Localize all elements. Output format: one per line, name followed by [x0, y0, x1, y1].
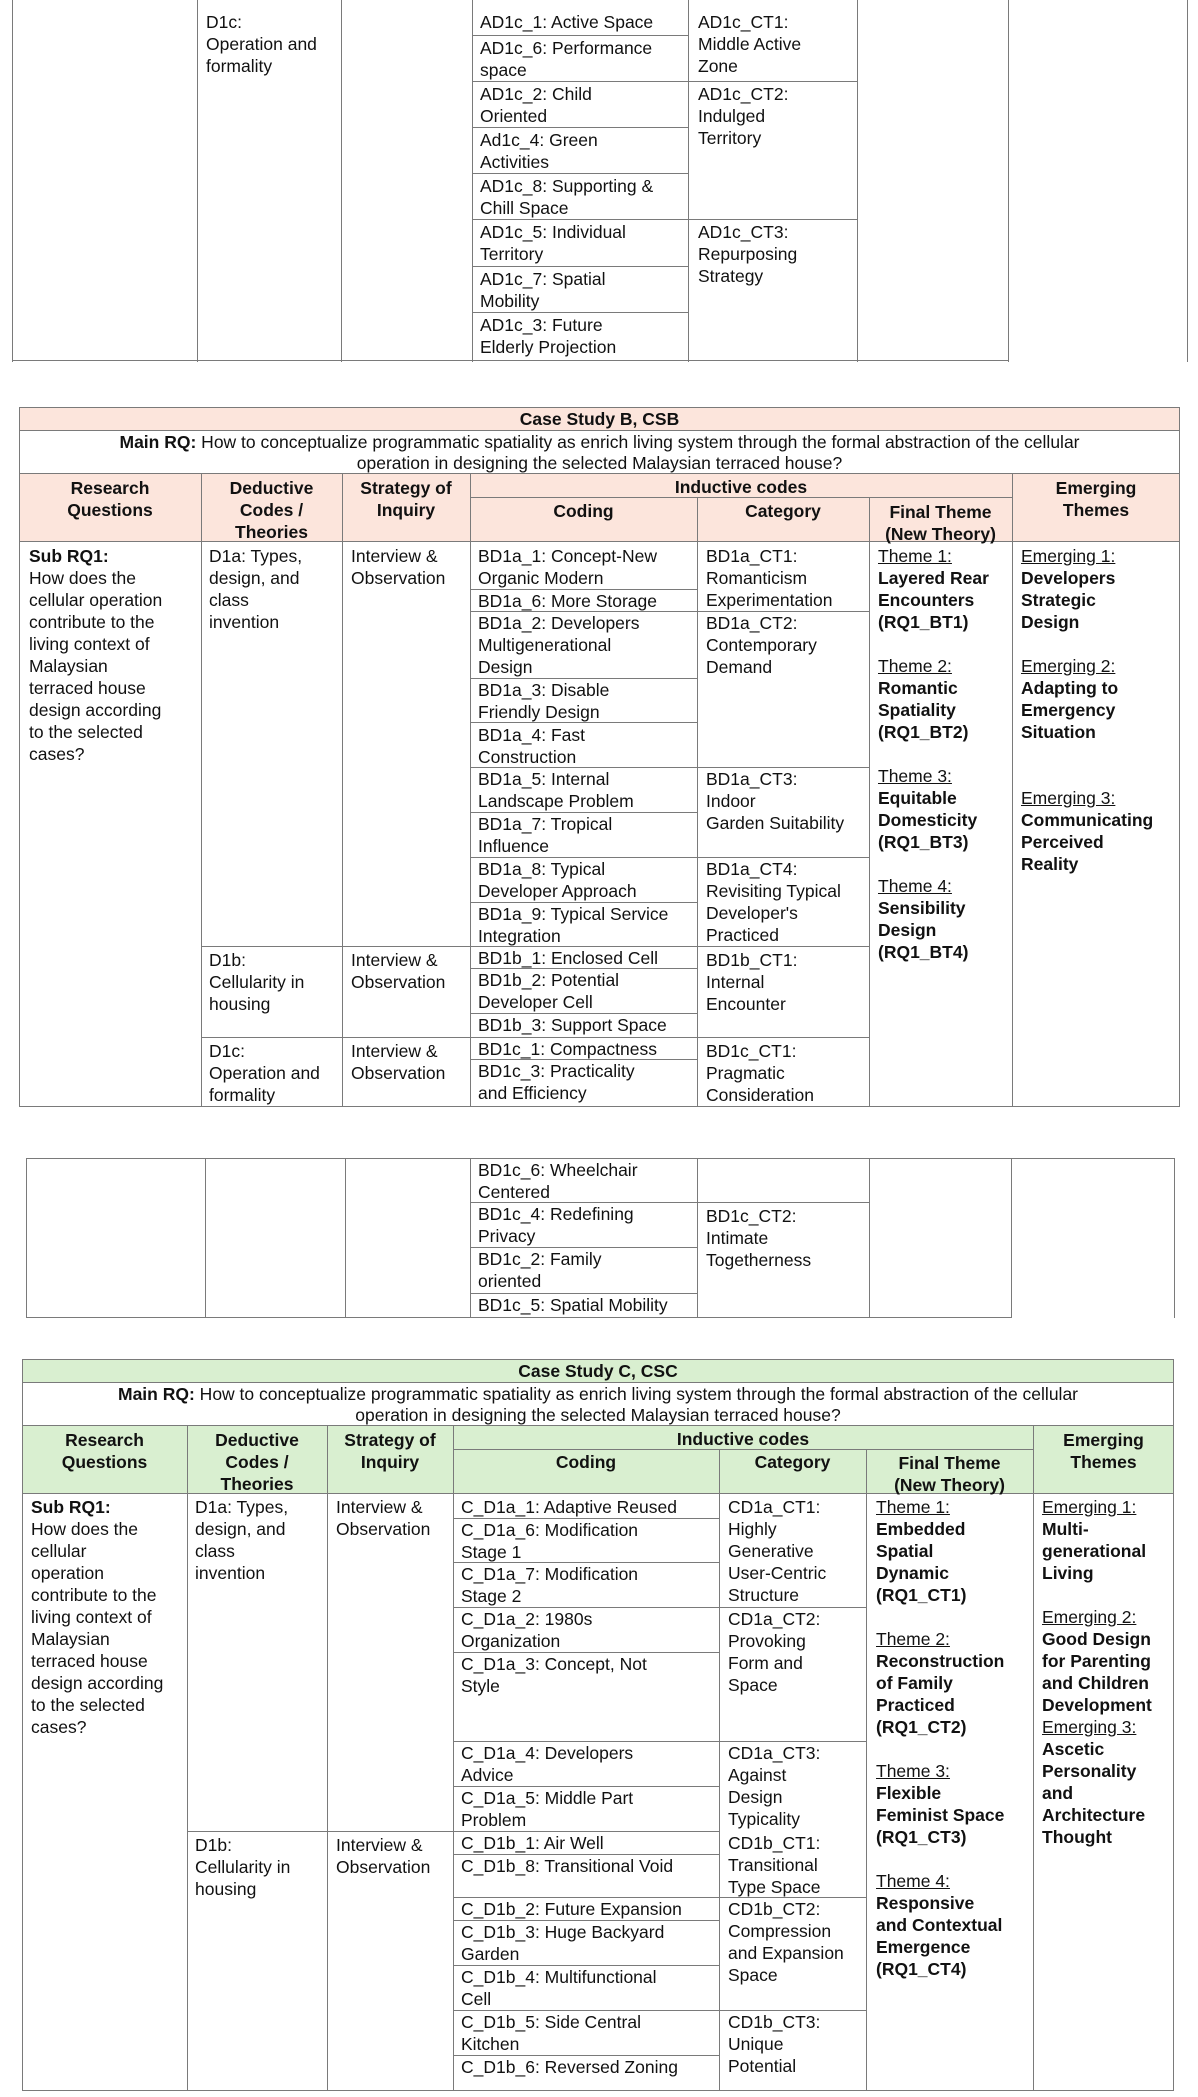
header-coding: Coding	[553, 501, 614, 521]
theme-3-text: Equitable Domesticity (RQ1_BT3)	[878, 788, 978, 852]
header-inductive-codes: Inductive codes	[676, 1429, 810, 1449]
coding-cell: C_D1b_2: Future Expansion	[461, 1899, 682, 1919]
sub-rq: Sub RQ1:	[31, 1497, 111, 1517]
coding-cell: C_D1a_1: Adaptive Reused	[461, 1497, 677, 1517]
coding-cell: AD1c_1: Active Space	[480, 12, 654, 32]
coding-cell: AD1c_7: Spatial Mobility	[480, 269, 606, 311]
category-cell: CD1b_CT2: Compression and Expansion Space	[728, 1899, 844, 1985]
coding-cell: C_D1a_5: Middle Part Problem	[461, 1788, 634, 1830]
header-deductive-codes: Deductive Codes / Theories	[229, 478, 314, 542]
coding-cell: BD1b_1: Enclosed Cell	[478, 948, 658, 968]
header-emerging-themes: Emerging Themes	[1063, 1430, 1144, 1472]
coding-cell: C_D1a_2: 1980s Organization	[461, 1609, 593, 1651]
header-category: Category	[754, 1452, 831, 1472]
coding-cell: C_D1a_6: Modification Stage 1	[461, 1520, 639, 1562]
coding-cell: BD1a_4: Fast Construction	[478, 725, 585, 767]
main-rq-line2: operation in designing the selected Malaysian terraced house?	[356, 453, 843, 473]
emerging-2: Emerging 2:	[1021, 656, 1116, 676]
coding-cell: C_D1b_5: Side Central Kitchen	[461, 2012, 641, 2054]
header-deductive-codes: Deductive Codes / Theories	[215, 1430, 299, 1494]
coding-cell: BD1a_2: Developers Multigenerational Design	[478, 613, 640, 677]
theme-1: Theme 1:	[876, 1497, 950, 1517]
category-cell: CD1b_CT3: Unique Potential	[728, 2012, 821, 2076]
coding-cell: BD1c_4: Redefining Privacy	[478, 1204, 634, 1246]
category-cell: BD1a_CT3: Indoor Garden Suitability	[706, 769, 845, 833]
header-research-questions: Research Questions	[61, 1430, 148, 1472]
emerging-2-text: Good Design for Parenting and Children Development	[1042, 1629, 1152, 1715]
emerging-3: Emerging 3:	[1042, 1717, 1137, 1737]
theme-4-text: Sensibility Design (RQ1_BT4)	[878, 898, 969, 962]
sub-rq: Sub RQ1:	[29, 546, 109, 566]
header-strategy: Strategy of Inquiry	[360, 478, 452, 520]
category-cell: AD1c_CT2: Indulged Territory	[698, 84, 789, 148]
deductive-code: D1a: Types, design, and class invention	[209, 546, 303, 632]
coding-cell: BD1a_7: Tropical Influence	[478, 814, 613, 856]
category-cell: BD1b_CT1: Internal Encounter	[706, 950, 798, 1014]
emerging-3-text: Ascetic Personality and Architecture Thought	[1042, 1739, 1146, 1847]
coding-cell: C_D1a_7: Modification Stage 2	[461, 1564, 639, 1606]
category-cell: BD1a_CT4: Revisiting Typical Developer's Practiced	[706, 859, 841, 945]
category-cell: CD1a_CT3: Against Design Typicality	[728, 1743, 821, 1829]
theme-1-text: Embedded Spatial Dynamic (RQ1_CT1)	[876, 1519, 967, 1605]
header-final-theme: Final Theme (New Theory)	[894, 1453, 1005, 1495]
coding-cell: BD1c_2: Family oriented	[478, 1249, 602, 1291]
coding-cell: BD1a_9: Typical Service Integration	[478, 904, 669, 946]
emerging-1-text: Developers Strategic Design	[1021, 568, 1116, 632]
coding-cell: AD1c_6: Performance space	[480, 38, 653, 80]
coding-cell: C_D1b_3: Huge Backyard Garden	[461, 1922, 665, 1964]
strategy-cell: Interview & Observation	[351, 950, 446, 992]
strategy-cell: Interview & Observation	[336, 1497, 431, 1539]
coding-cell: BD1b_2: Potential Developer Cell	[478, 970, 620, 1012]
category-cell: CD1a_CT2: Provoking Form and Space	[728, 1609, 821, 1695]
emerging-2-text: Adapting to Emergency Situation	[1021, 678, 1119, 742]
emerging-1-text: Multi- generational Living	[1042, 1519, 1147, 1583]
theme-3: Theme 3:	[876, 1761, 950, 1781]
category-cell: CD1a_CT1: Highly Generative User-Centric Structure	[728, 1497, 827, 1605]
coding-cell: AD1c_3: Future Elderly Projection	[480, 315, 617, 357]
header-research-questions: Research Questions	[67, 478, 153, 520]
case-study-title: Case Study C, CSC	[518, 1361, 678, 1381]
deductive-code: D1a: Types, design, and class invention	[195, 1497, 289, 1583]
category-cell: BD1a_CT1: Romanticism Experimentation	[706, 546, 833, 610]
sub-rq-text: How does the cellular operation contribute to the living context of Malaysian terraced house design according to the selected cases?	[29, 568, 163, 764]
deductive-code: D1c: Operation and formality	[206, 12, 317, 76]
coding-cell: BD1c_5: Spatial Mobility	[478, 1295, 668, 1315]
header-coding: Coding	[555, 1452, 617, 1472]
coding-cell: C_D1a_3: Concept, Not Style	[461, 1654, 647, 1696]
header-strategy: Strategy of Inquiry	[344, 1430, 436, 1472]
main-rq-line2: operation in designing the selected Malaysian terraced house?	[355, 1405, 841, 1425]
header-emerging-themes: Emerging Themes	[1055, 478, 1137, 520]
theme-2-text: Romantic Spatiality (RQ1_BT2)	[878, 678, 969, 742]
coding-cell: BD1c_6: Wheelchair Centered	[478, 1160, 638, 1202]
theme-2: Theme 2:	[878, 656, 952, 676]
theme-1: Theme 1:	[878, 546, 952, 566]
theme-2: Theme 2:	[876, 1629, 950, 1649]
coding-cell: AD1c_8: Supporting & Chill Space	[480, 176, 654, 218]
sub-rq-text: How does the cellular operation contribute to the living context of Malaysian terraced house design according to the selected cases?	[31, 1519, 164, 1737]
coding-cell: BD1b_3: Support Space	[478, 1015, 667, 1035]
theme-3: Theme 3:	[878, 766, 952, 786]
coding-cell: AD1c_5: Individual Territory	[480, 222, 626, 264]
coding-cell: C_D1b_1: Air Well	[461, 1833, 604, 1853]
theme-4: Theme 4:	[878, 876, 952, 896]
header-category: Category	[745, 501, 821, 521]
coding-cell: C_D1b_8: Transitional Void	[461, 1856, 674, 1876]
coding-cell: BD1a_5: Internal Landscape Problem	[478, 769, 634, 811]
coding-cell: C_D1a_4: Developers Advice	[461, 1743, 634, 1785]
coding-cell: BD1a_3: Disable Friendly Design	[478, 680, 610, 722]
theme-2-text: Reconstruction of Family Practiced (RQ1_CT2)	[876, 1651, 1005, 1737]
coding-cell: BD1c_1: Compactness	[478, 1039, 657, 1059]
coding-cell: C_D1b_6: Reversed Zoning	[461, 2057, 678, 2077]
coding-cell: BD1c_3: Practicality and Efficiency	[478, 1061, 635, 1103]
coding-cell: BD1a_1: Concept-New Organic Modern	[478, 546, 657, 588]
coding-cell: BD1a_6: More Storage	[478, 591, 657, 611]
emerging-1: Emerging 1:	[1042, 1497, 1137, 1517]
category-cell: BD1c_CT1: Pragmatic Consideration	[706, 1041, 814, 1105]
emerging-3-text: Communicating Perceived Reality	[1021, 810, 1154, 874]
header-inductive-codes: Inductive codes	[674, 477, 808, 497]
category-cell: AD1c_CT3: Repurposing Strategy	[698, 222, 798, 286]
theme-1-text: Layered Rear Encounters (RQ1_BT1)	[878, 568, 989, 632]
coding-cell: C_D1b_4: Multifunctional Cell	[461, 1967, 657, 2009]
main-rq: Main RQ: How to conceptualize programmatic spatiality as enrich living system through the formal abstraction of the cellular	[118, 1384, 1078, 1404]
header-final-theme: Final Theme (New Theory)	[885, 502, 996, 544]
coding-cell: AD1c_2: Child Oriented	[480, 84, 592, 126]
emerging-2: Emerging 2:	[1042, 1607, 1137, 1627]
theme-4-text: Responsive and Contextual Emergence (RQ1_CT4)	[876, 1893, 1003, 1979]
strategy-cell: Interview & Observation	[351, 546, 446, 588]
theme-3-text: Flexible Feminist Space (RQ1_CT3)	[876, 1783, 1005, 1847]
category-cell: AD1c_CT1: Middle Active Zone	[698, 12, 802, 76]
case-study-title: Case Study B, CSB	[519, 409, 680, 429]
emerging-3: Emerging 3:	[1021, 788, 1116, 808]
deductive-code: D1b: Cellularity in housing	[209, 950, 305, 1014]
strategy-cell: Interview & Observation	[336, 1835, 431, 1877]
strategy-cell: Interview & Observation	[351, 1041, 446, 1083]
category-cell: BD1c_CT2: Intimate Togetherness	[706, 1206, 812, 1270]
theme-4: Theme 4:	[876, 1871, 950, 1891]
deductive-code: D1b: Cellularity in housing	[195, 1835, 291, 1899]
emerging-1: Emerging 1:	[1021, 546, 1116, 566]
coding-cell: Ad1c_4: Green Activities	[480, 130, 598, 172]
deductive-code: D1c: Operation and formality	[209, 1041, 320, 1105]
main-rq: Main RQ: How to conceptualize programmatic spatiality as enrich living system through the formal abstraction of the cellular	[119, 432, 1080, 452]
category-cell: BD1a_CT2: Contemporary Demand	[706, 613, 817, 677]
coding-cell: BD1a_8: Typical Developer Approach	[478, 859, 637, 901]
category-cell: CD1b_CT1: Transitional Type Space	[728, 1833, 821, 1897]
